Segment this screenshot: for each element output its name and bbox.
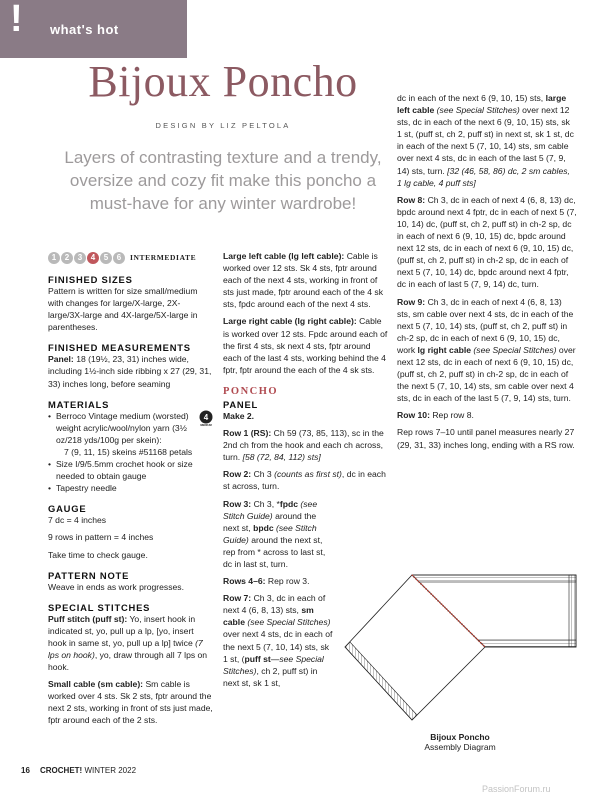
column-1	[48, 250, 214, 727]
sizes-text: Pattern is written for size small/medium with changes for large/X-large, 2X-large/3X-large and 4X-large/5X-large in parentheses.	[48, 286, 198, 333]
materials-heading: MATERIALS	[48, 398, 110, 410]
column-3	[397, 92, 577, 451]
repeat-text: Rep rows 7–10 until panel measures nearly 27 (29, 31, 33) inches long, ending with a RS row.	[397, 427, 575, 450]
skill-level-label: INTERMEDIATE	[130, 253, 197, 262]
special-stitches-heading: SPECIAL STITCHES	[48, 601, 151, 613]
gauge-line: Take time to check gauge.	[48, 549, 148, 560]
measurements-text: Panel: 18 (19½, 23, 31) inches wide, including 1½-inch side ribbing x 27 (29, 31, 33) inches long, before seaming	[48, 354, 212, 389]
assembly-diagram	[340, 565, 580, 735]
row-1-text: Row 1 (RS): Ch 59 (73, 85, 113), sc in the 2nd ch from the hook and each ch across, turn. [58 (72, 84, 112) sts]	[223, 428, 384, 463]
pattern-note-text: Weave in ends as work progresses.	[48, 581, 184, 592]
designer-byline: DESIGN BY LIZ PELTOLA	[155, 121, 291, 130]
pattern-note-heading: PATTERN NOTE	[48, 569, 130, 581]
row-8-text: Row 8: Ch 3, dc in each of next 4 (6, 8, 13) dc, bpdc around next 4 fptr, dc in each of next 5 (7, 10, 14) dc, (puff st, ch 2, puff st) in ch-2 sp, dc in each of next 6 (9, 10, 15) dc, bpdc around next 12 sts, dc in each of next 6 (9, 10, 15) dc, (puff st, ch 2, puff st) in ch-2 sp, dc in each of next 5 (7, 10, 14) dc, bpdc around next 4 fptr, dc in each of last 5 (7, 9, 14) dc, turn.	[397, 194, 577, 290]
publication-footer: CROCHET! WINTER 2022	[40, 766, 137, 775]
skill-level	[48, 250, 214, 265]
row-9-text: Row 9: Ch 3, dc in each of next 4 (6, 8, 13) sts, sm cable over next 4 sts, dc in each of the next 5 (7, 10, 14) sts, (puff st, ch 2, puff st) in ch-2 sp, dc in each of next 6 (9, 10, 15) dc, work lg right cable (see Special Stitches) over next 12 sts, dc in each of next 6 (9, 10, 15) dc, (puff st, ch 2, puff st) in ch-2 sp, dc in each of the next 5 (7, 10, 14) sts, sm cable over next 4 sts, dc in each of the last 5 (7, 9, 14) sts, turn.	[397, 296, 576, 404]
puff-stitch-text: Puff stitch (puff st): Yo, insert hook in indicated st, yo, pull up a lp, [yo, insert hook in same st, yo, pull up a lp] twice (7 lps on hook), yo, draw through all 7 lps on hook.	[48, 613, 208, 673]
skill-level-1: 1	[48, 252, 60, 264]
banner-exclamation: !	[10, 0, 23, 40]
materials-yarn: • Berroco Vintage medium (worsted) weight acrylic/wool/nylon yarn (3½ oz/218 yds/100g per skein): 7 (9, 11, 15) skeins #51168 petals 4 MEDIUM	[48, 410, 214, 458]
section-banner	[0, 0, 187, 58]
gauge-heading: GAUGE	[48, 503, 87, 515]
materials-hook: • Size I/9/5.5mm crochet hook or size needed to obtain gauge	[48, 458, 214, 482]
skill-level-2: 2	[61, 252, 73, 264]
diagram-caption-subtitle: Assembly Diagram	[424, 742, 496, 752]
intro-deck: Layers of contrasting texture and a trendy, oversize and cozy fit make this poncho a must-have for any winter wardrobe!	[64, 148, 382, 213]
gauge-line: 7 dc = 4 inches	[48, 515, 107, 526]
skill-level-3: 3	[74, 252, 86, 264]
skill-level-4-active: 4	[87, 252, 99, 264]
gauge-line: 9 rows in pattern = 4 inches	[48, 532, 154, 543]
skill-level-6: 6	[113, 252, 125, 264]
row-10-text: Row 10: Rep row 8.	[397, 410, 474, 421]
row-2-text: Row 2: Ch 3 (counts as first st), dc in each st across, turn.	[223, 469, 386, 492]
panel-heading: PANEL	[223, 398, 259, 410]
small-cable-text: Small cable (sm cable): Sm cable is worked over 4 sts. Sk 2 sts, fptr around the next 2 sts, working in front of sts just made, fptr around each of the 2 sts.	[48, 679, 213, 726]
large-right-cable-text: Large right cable (lg right cable): Cable is worked over 12 sts. Fpdc around each of the first 4 sts, sk next 4 sts, fptr around each of the last 4 sts, working behind the 4 fptr, fptr around the each of the 4 sk sts.	[223, 316, 388, 375]
row-7-continued: dc in each of the next 6 (9, 10, 15) sts, large left cable (see Special Stitches) over next 12 sts, dc in each of the next 6 (9, 10, 15) sts, sk 1 st, (puff st, ch 2, puff st) in next st, sk 1 st, dc in each of the next 5 (7, 10, 14) sts, sm cable over next 4 sts, dc in each of the last 5 (7, 9, 14) sts, turn. [32 (46, 58, 86) dc, 2 sm cables, 1 lg cable, 4 puff sts]	[397, 93, 574, 188]
row-3-text: Row 3: Ch 3, *fpdc (see Stitch Guide) around the next st, bpdc (see Stitch Guide) around the next st, rep from * across to last st, dc in last st, turn.	[223, 498, 326, 569]
rows-4-6-text: Rows 4–6: Rep row 3.	[223, 576, 310, 587]
measurements-heading: FINISHED MEASUREMENTS	[48, 342, 191, 354]
svg-text:MEDIUM: MEDIUM	[200, 422, 212, 426]
section-label: what's hot	[50, 22, 119, 37]
page-title: Bijoux Poncho	[88, 57, 358, 106]
poncho-heading: PONCHO	[223, 385, 279, 397]
svg-text:4: 4	[203, 412, 209, 422]
row-7-text: Row 7: Ch 3, dc in each of next 4 (6, 8, 13) sts, sm cable (see Special Stitches) over next 4 sts, dc in each of the next 5 (7, 10, 14) sts, sk 1 st, (puff st—see Special Stitches), ch 2, puff st) in next st, sk 1 st,	[223, 593, 333, 688]
yarn-weight-icon	[198, 410, 214, 426]
sizes-heading: FINISHED SIZES	[48, 274, 133, 285]
watermark: PassionForum.ru	[482, 784, 551, 794]
make-count: Make 2.	[223, 410, 255, 421]
diagram-caption-title: Bijoux Poncho	[430, 732, 490, 742]
skill-level-5: 5	[100, 252, 112, 264]
materials-needle: • Tapestry needle	[48, 482, 214, 494]
large-left-cable-text: Large left cable (lg left cable): Cable is worked over 12 sts. Sk 4 sts, fptr around each of the next 4 sts, working in front of sts just made, fptr around each of the 4 sk sts, fpdc around each of the next 4 sts.	[223, 251, 384, 310]
page-number: 16	[21, 766, 30, 775]
